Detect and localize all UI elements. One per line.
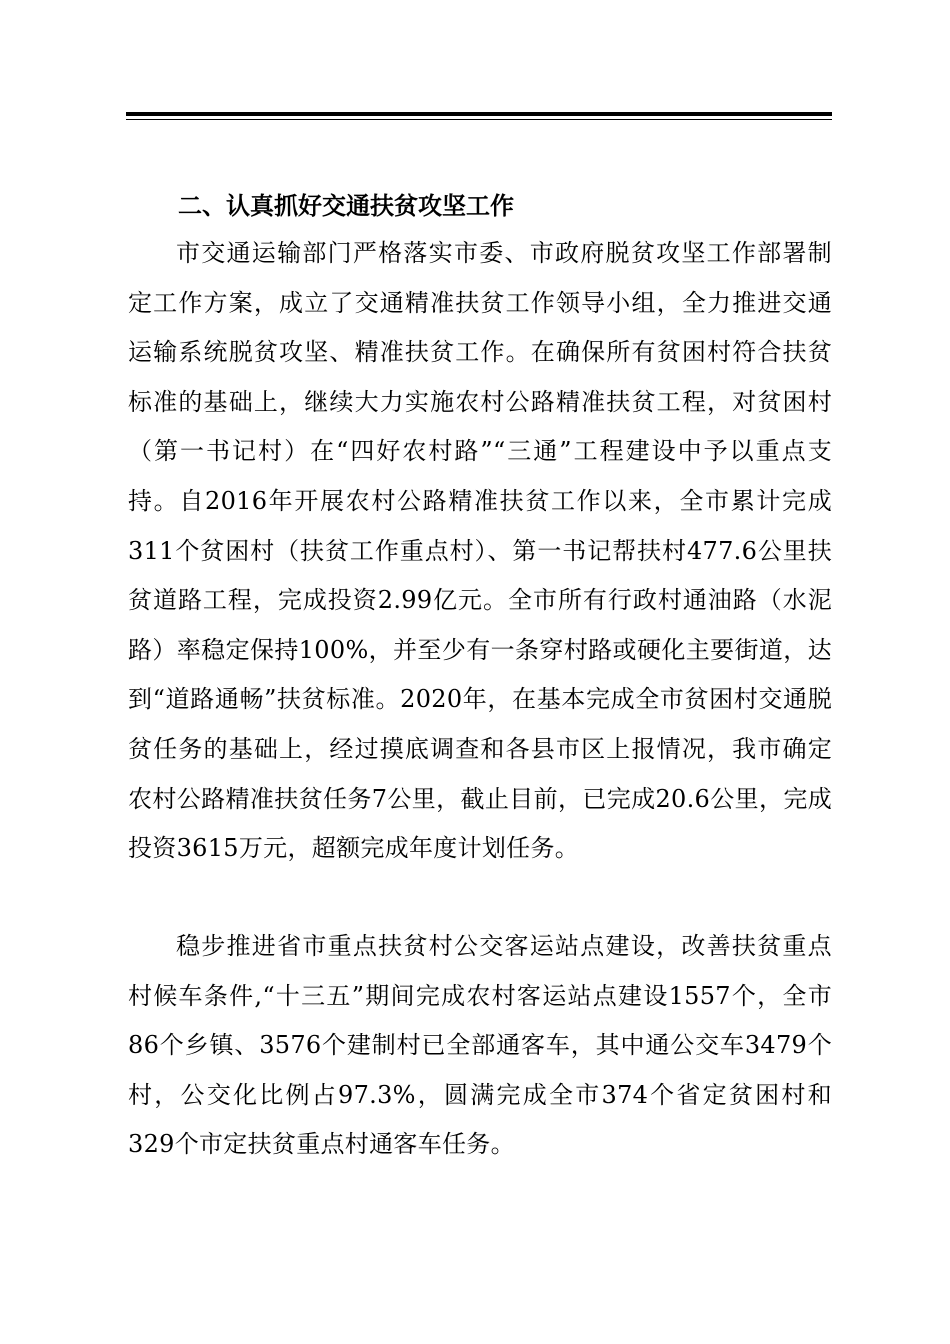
section-heading: 二、认真抓好交通扶贫攻坚工作 xyxy=(178,192,514,220)
header-rule-thin xyxy=(126,119,832,120)
paragraph-2: 稳步推进省市重点扶贫村公交客运站点建设，改善扶贫重点村候车条件,“十三五”期间完成农村客运站点建设1557个，全市86个乡镇、3576个建制村已全部通客车，其中通公交车3479个村，公交化比例占97.3%，圆满完成全市374个省定贫困村和329个市定扶贫重点村通客车任务。 xyxy=(128,932,832,1159)
paragraph-1: 市交通运输部门严格落实市委、市政府脱贫攻坚工作部署制定工作方案，成立了交通精准扶贫工作领导小组，全力推进交通运输系统脱贫攻坚、精准扶贫工作。在确保所有贫困村符合扶贫标准的基础上，继续大力实施农村公路精准扶贫工程，对贫困村（第一书记村）在“四好农村路”“三通”工程建设中予以重点支持。自2016年开展农村公路精准扶贫工作以来，全市累计完成311个贫困村（扶贫工作重点村）、第一书记帮扶村477.6公里扶贫道路工程，完成投资2.99亿元。全市所有行政村通油路（水泥路）率稳定保持100%，并至少有一条穿村路或硬化主要街道，达到“道路通畅”扶贫标准。2020年，在基本完成全市贫困村交通脱贫任务的基础上，经过摸底调查和各县市区上报情况，我市确定农村公路精准扶贫任务7公里，截止目前，已完成20.6公里，完成投资3615万元，超额完成年度计划任务。 xyxy=(128,239,832,863)
header-rule-thick xyxy=(126,112,832,116)
